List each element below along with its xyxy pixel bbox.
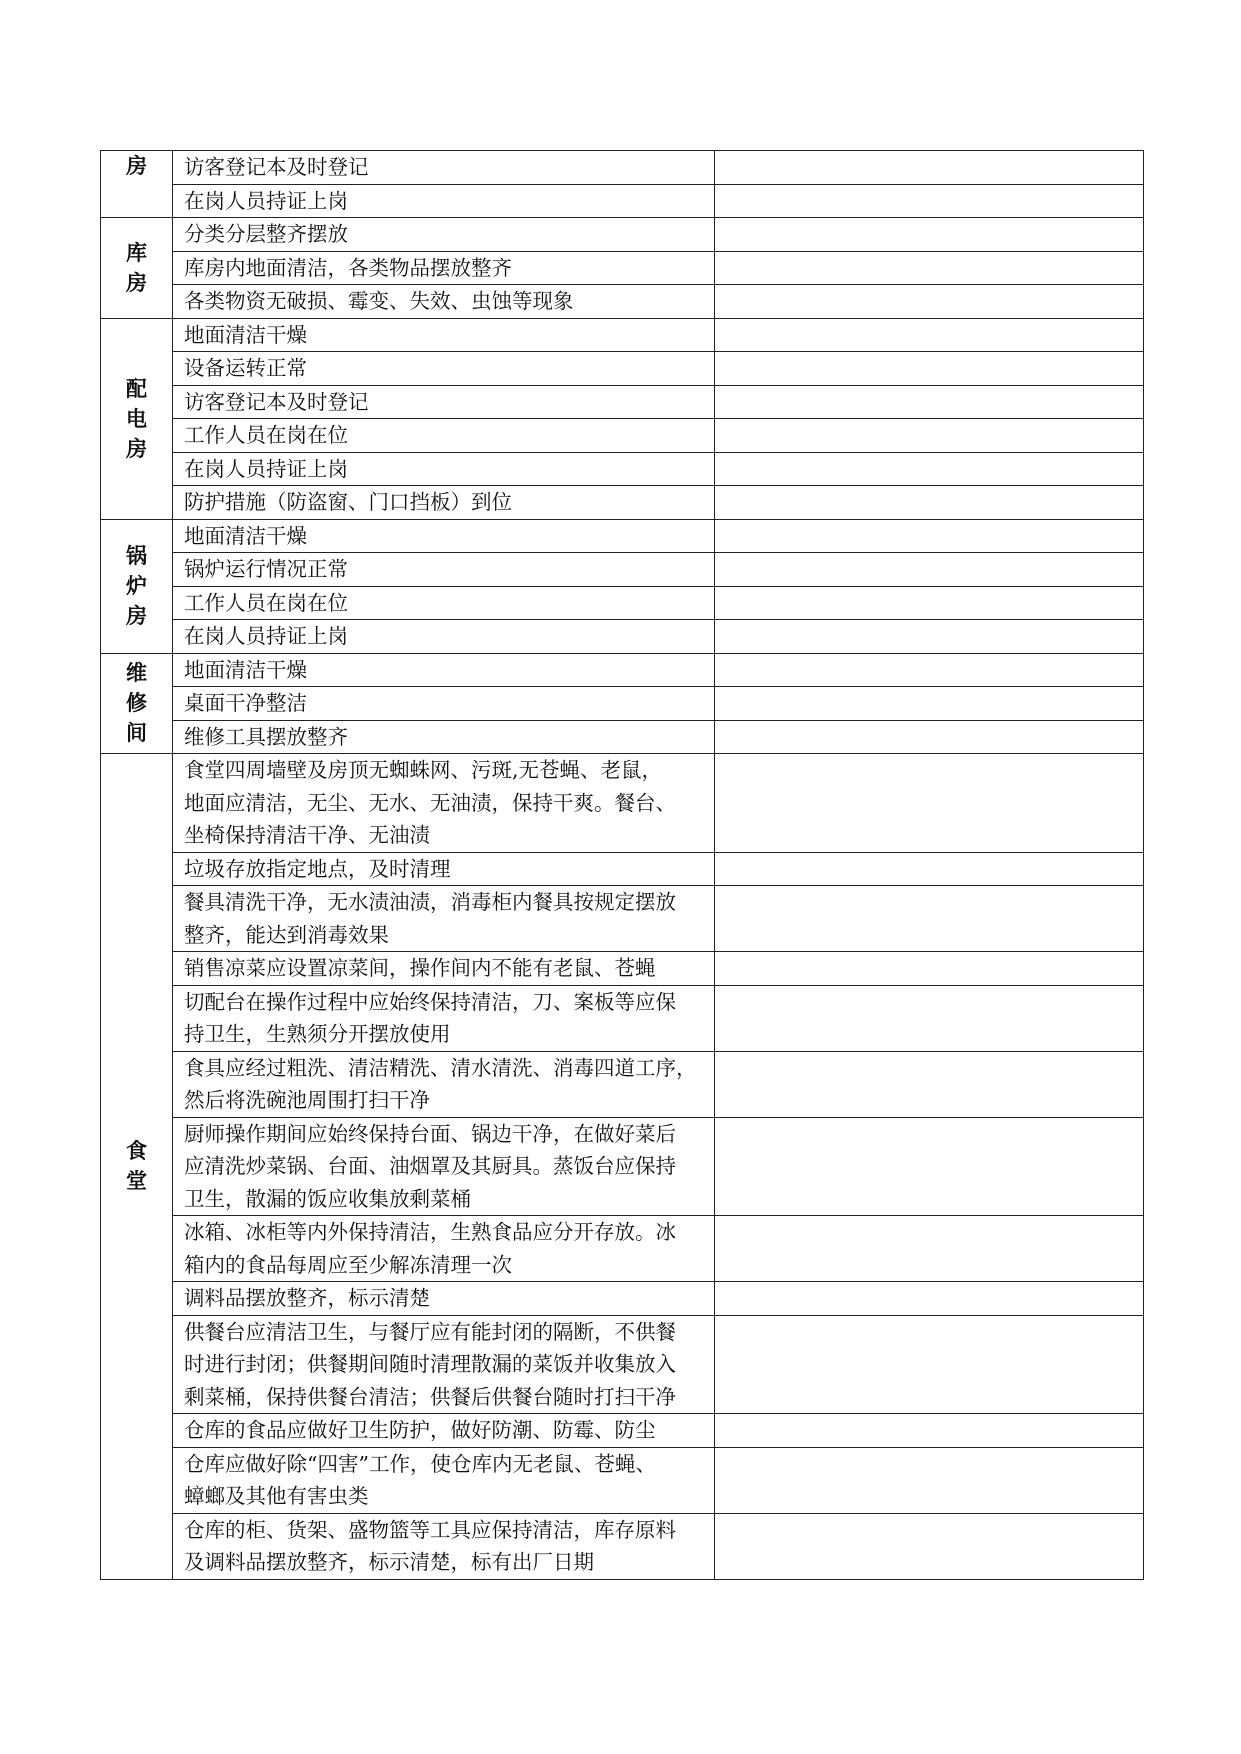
table-row <box>101 886 1144 952</box>
result-cell[interactable] <box>715 687 1144 721</box>
check-item-text: 锅炉运行情况正常 <box>173 553 715 587</box>
check-item-text: 垃圾存放指定地点，及时清理 <box>173 852 715 886</box>
result-cell[interactable] <box>715 1117 1144 1216</box>
table-row <box>101 285 1144 319</box>
result-cell[interactable] <box>715 318 1144 352</box>
result-cell[interactable] <box>715 218 1144 252</box>
check-item-text: 维修工具摆放整齐 <box>173 720 715 754</box>
check-item-text: 地面清洁干燥 <box>173 318 715 352</box>
table-row <box>101 151 1144 185</box>
result-cell[interactable] <box>715 1447 1144 1513</box>
result-cell[interactable] <box>715 452 1144 486</box>
result-cell[interactable] <box>715 1051 1144 1117</box>
category-kufang <box>101 218 173 319</box>
result-cell[interactable] <box>715 1513 1144 1579</box>
result-cell[interactable] <box>715 553 1144 587</box>
check-item-text: 供餐台应清洁卫生，与餐厅应有能封闭的隔断，不供餐 时进行封闭；供餐期间随时清理散漏的菜饭并收集放入 剩菜桶，保持供餐台清洁；供餐后供餐台随时打扫干净 <box>173 1315 715 1414</box>
table-row <box>101 553 1144 587</box>
category-guolufang <box>101 519 173 653</box>
result-cell[interactable] <box>715 519 1144 553</box>
table-row <box>101 184 1144 218</box>
check-item-text: 调料品摆放整齐，标示清楚 <box>173 1282 715 1316</box>
result-cell[interactable] <box>715 620 1144 654</box>
check-item-text: 工作人员在岗在位 <box>173 419 715 453</box>
result-cell[interactable] <box>715 151 1144 185</box>
check-item-text: 桌面干净整洁 <box>173 687 715 721</box>
check-item-text: 冰箱、冰柜等内外保持清洁，生熟食品应分开存放。冰 箱内的食品每周应至少解冻清理一次 <box>173 1216 715 1282</box>
table-row <box>101 1051 1144 1117</box>
category-char: 房 <box>126 604 147 628</box>
category-char: 电 <box>126 406 147 431</box>
table-row <box>101 519 1144 553</box>
result-cell[interactable] <box>715 886 1144 952</box>
category-char: 维 <box>126 661 147 686</box>
check-item-text: 设备运转正常 <box>173 352 715 386</box>
table-row <box>101 1447 1144 1513</box>
table-row <box>101 620 1144 654</box>
table-row <box>101 352 1144 386</box>
category-char: 库 <box>126 240 147 265</box>
table-row <box>101 586 1144 620</box>
result-cell[interactable] <box>715 720 1144 754</box>
check-item-text: 防护措施（防盗窗、门口挡板）到位 <box>173 486 715 520</box>
table-row <box>101 1513 1144 1579</box>
category-char: 房 <box>126 270 147 295</box>
checklist-body <box>101 151 1144 1580</box>
table-row <box>101 952 1144 986</box>
table-row <box>101 452 1144 486</box>
result-cell[interactable] <box>715 184 1144 218</box>
table-row <box>101 385 1144 419</box>
result-cell[interactable] <box>715 586 1144 620</box>
check-item-text: 在岗人员持证上岗 <box>173 620 715 654</box>
check-item-text: 仓库的柜、货架、盛物篮等工具应保持清洁，库存原料 及调料品摆放整齐，标示清楚，标有出厂日期 <box>173 1513 715 1579</box>
check-item-text: 食堂四周墙壁及房顶无蜘蛛网、污斑,无苍蝇、老鼠， 地面应清洁，无尘、无水、无油渍，保持干爽。餐台、 坐椅保持清洁干净、无油渍 <box>173 754 715 853</box>
result-cell[interactable] <box>715 486 1144 520</box>
check-item-text: 食具应经过粗洗、清洁精洗、清水清洗、消毒四道工序， 然后将洗碗池周围打扫干净 <box>173 1051 715 1117</box>
check-item-text: 工作人员在岗在位 <box>173 586 715 620</box>
result-cell[interactable] <box>715 653 1144 687</box>
category-shitang <box>101 754 173 1580</box>
check-item-text: 在岗人员持证上岗 <box>173 184 715 218</box>
check-item-text: 分类分层整齐摆放 <box>173 218 715 252</box>
category-char: 间 <box>126 721 147 746</box>
category-fang <box>101 151 173 218</box>
table-row <box>101 653 1144 687</box>
result-cell[interactable] <box>715 985 1144 1051</box>
check-item-text: 在岗人员持证上岗 <box>173 452 715 486</box>
result-cell[interactable] <box>715 1414 1144 1448</box>
category-peidianfang <box>101 318 173 519</box>
result-cell[interactable] <box>715 1282 1144 1316</box>
table-row <box>101 720 1144 754</box>
result-cell[interactable] <box>715 385 1144 419</box>
check-item-text: 地面清洁干燥 <box>173 519 715 553</box>
result-cell[interactable] <box>715 352 1144 386</box>
result-cell[interactable] <box>715 251 1144 285</box>
result-cell[interactable] <box>715 1315 1144 1414</box>
category-char: 锅 <box>126 544 147 568</box>
check-item-text: 切配台在操作过程中应始终保持清洁，刀、案板等应保 持卫生，生熟须分开摆放使用 <box>173 985 715 1051</box>
table-row <box>101 852 1144 886</box>
category-char: 配 <box>126 376 147 401</box>
table-row <box>101 985 1144 1051</box>
result-cell[interactable] <box>715 419 1144 453</box>
category-char: 堂 <box>126 1169 147 1194</box>
table-row <box>101 1414 1144 1448</box>
check-item-text: 库房内地面清洁，各类物品摆放整齐 <box>173 251 715 285</box>
category-char: 房 <box>126 436 147 461</box>
result-cell[interactable] <box>715 1216 1144 1282</box>
result-cell[interactable] <box>715 285 1144 319</box>
table-row <box>101 251 1144 285</box>
table-row <box>101 419 1144 453</box>
check-item-text: 仓库的食品应做好卫生防护，做好防潮、防霉、防尘 <box>173 1414 715 1448</box>
table-row <box>101 1282 1144 1316</box>
result-cell[interactable] <box>715 754 1144 853</box>
table-row <box>101 218 1144 252</box>
check-item-text: 厨师操作期间应始终保持台面、锅边干净，在做好菜后 应清洗炒菜锅、台面、油烟罩及其厨具。蒸饭台应保持 卫生，散漏的饭应收集放剩菜桶 <box>173 1117 715 1216</box>
category-char: 炉 <box>126 574 147 598</box>
check-item-text: 销售凉菜应设置凉菜间，操作间内不能有老鼠、苍蝇 <box>173 952 715 986</box>
table-row <box>101 1315 1144 1414</box>
category-char: 修 <box>126 691 147 716</box>
check-item-text: 访客登记本及时登记 <box>173 385 715 419</box>
check-item-text: 各类物资无破损、霉变、失效、虫蚀等现象 <box>173 285 715 319</box>
category-char: 房 <box>126 154 147 178</box>
check-item-text: 访客登记本及时登记 <box>173 151 715 185</box>
table-row <box>101 318 1144 352</box>
inspection-checklist-table <box>100 150 1144 1580</box>
category-weixiujian <box>101 653 173 754</box>
check-item-text: 地面清洁干燥 <box>173 653 715 687</box>
table-row <box>101 1216 1144 1282</box>
table-row <box>101 754 1144 853</box>
category-char: 食 <box>126 1139 147 1164</box>
check-item-text: 仓库应做好除“四害”工作，使仓库内无老鼠、苍蝇、 蟑螂及其他有害虫类 <box>173 1447 715 1513</box>
result-cell[interactable] <box>715 852 1144 886</box>
table-row <box>101 1117 1144 1216</box>
table-row <box>101 486 1144 520</box>
check-item-text: 餐具清洗干净，无水渍油渍，消毒柜内餐具按规定摆放 整齐，能达到消毒效果 <box>173 886 715 952</box>
result-cell[interactable] <box>715 952 1144 986</box>
table-row <box>101 687 1144 721</box>
